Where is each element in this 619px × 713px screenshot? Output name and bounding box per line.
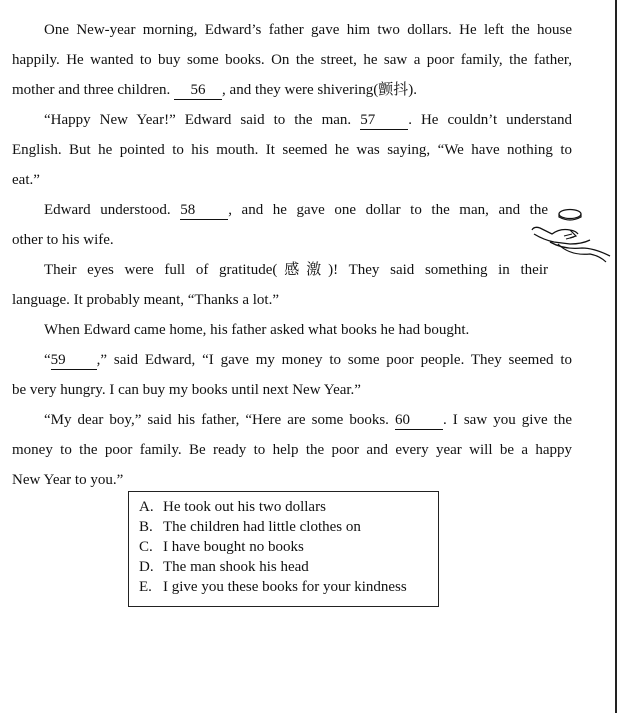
passage-line: money to the poor family. Be ready to help the poor and every year will be a happy — [12, 442, 572, 458]
cloze-passage — [12, 15, 572, 495]
option-e: E. I give you these books for your kindness — [139, 579, 407, 595]
passage-line: happily. He wanted to buy some books. On the street, he saw a poor family, the father, — [12, 52, 572, 68]
passage-line: English. But he pointed to his mouth. It seemed he was saying, “We have nothing to — [12, 142, 572, 158]
passage-line: Their eyes were full of gratitude(感激)! They said something in their — [44, 262, 548, 278]
passage-line: “59 ,” said Edward, “I gave my money to some poor people. They seemed to — [44, 352, 572, 368]
passage-line: other to his wife. — [12, 232, 114, 248]
passage-line: be very hungry. I can buy my books until next New Year.” — [12, 382, 361, 398]
blank-60: 60 — [395, 412, 443, 430]
passage-line: New Year to you.” — [12, 472, 124, 488]
passage-line: When Edward came home, his father asked what books he had bought. — [44, 322, 470, 338]
option-d: D. The man shook his head — [139, 559, 309, 575]
option-b: B. The children had little clothes on — [139, 519, 361, 535]
blank-56: 56 — [174, 82, 222, 100]
option-c: C. I have bought no books — [139, 539, 304, 555]
blank-58: 58 — [180, 202, 228, 220]
passage-line: One New-year morning, Edward’s father gave him two dollars. He left the house — [44, 22, 572, 38]
passage-line: language. It probably meant, “Thanks a lot.” — [12, 292, 279, 308]
passage-line: eat.” — [12, 172, 40, 188]
option-a: A. He took out his two dollars — [139, 499, 326, 515]
passage-line: mother and three children. 56 , and they were shivering(颤抖). — [12, 82, 417, 98]
answer-options-box — [128, 491, 439, 607]
hand-with-coin-icon — [530, 204, 612, 268]
page-right-border — [615, 0, 617, 713]
blank-57: 57 — [360, 112, 408, 130]
passage-line: “My dear boy,” said his father, “Here are some books. 60 . I saw you give the — [44, 412, 572, 428]
blank-59: 59 — [51, 352, 97, 370]
passage-line: Edward understood. 58 , and he gave one dollar to the man, and the — [44, 202, 549, 218]
passage-line: “Happy New Year!” Edward said to the man. 57 . He couldn’t understand — [44, 112, 572, 128]
